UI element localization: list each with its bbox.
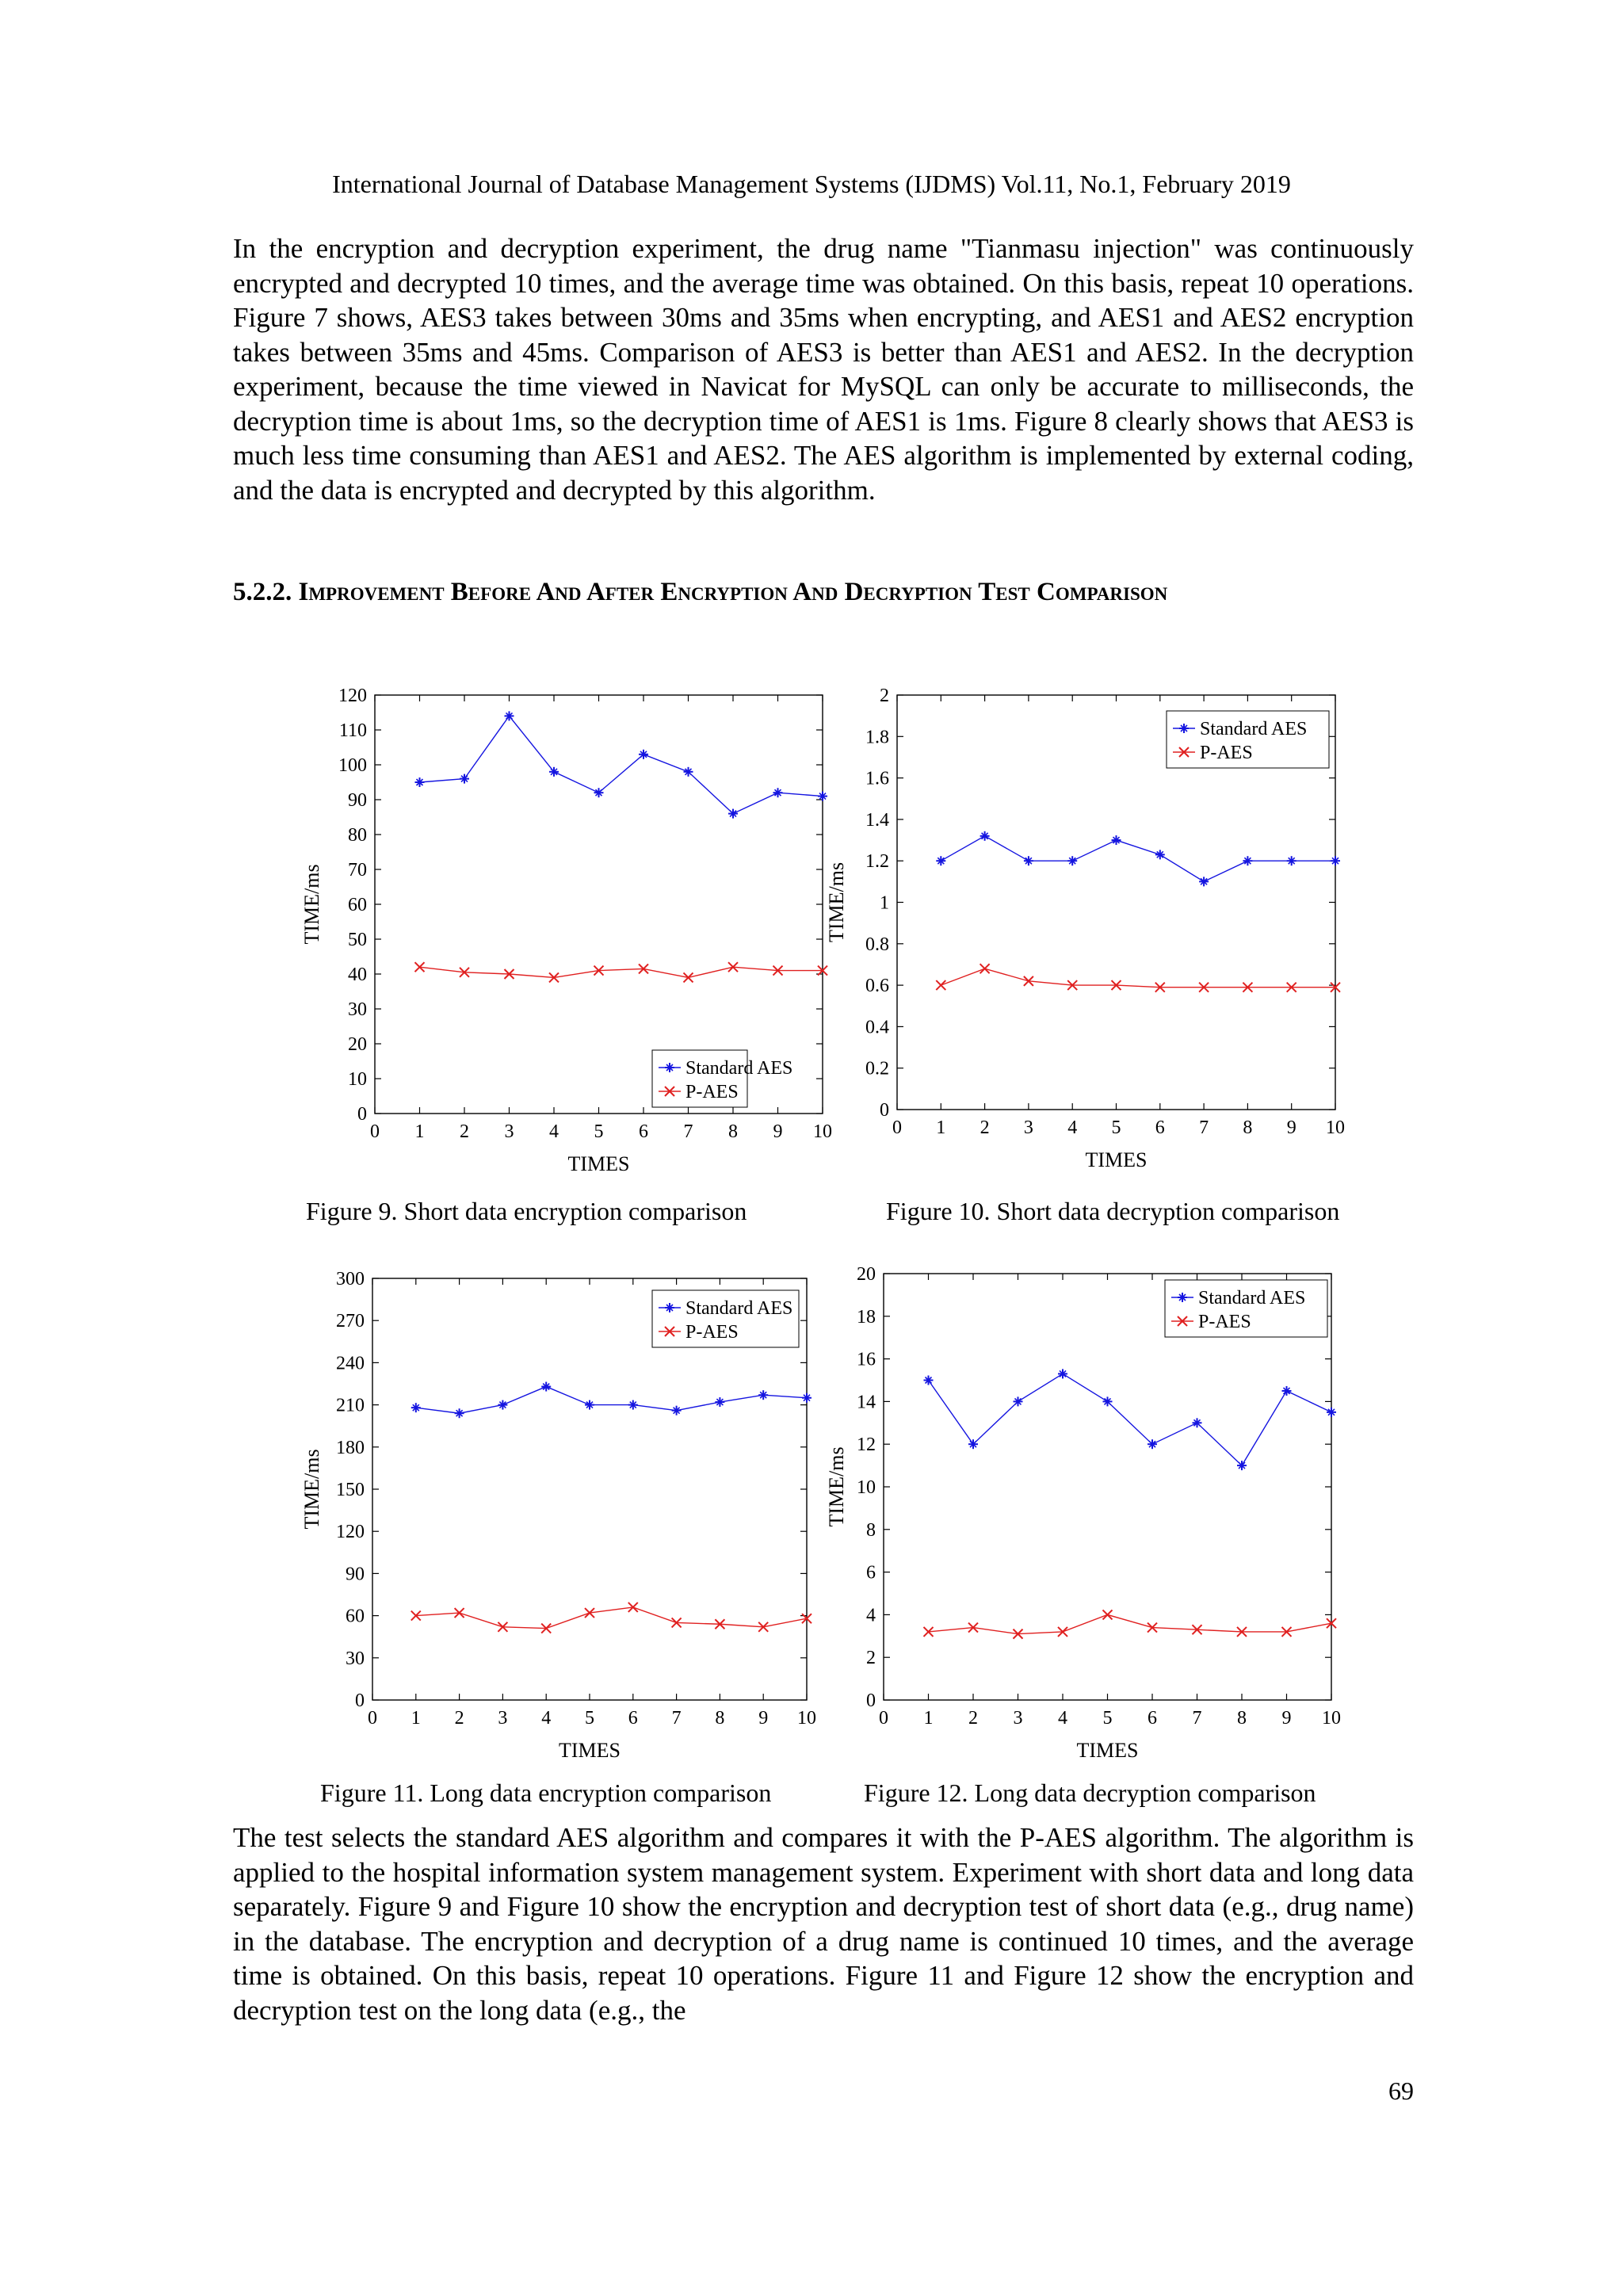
chart-svg-3 (824, 1256, 1379, 1763)
data-point (628, 1400, 638, 1410)
y-tick-label: 1.2 (865, 851, 889, 873)
series-line-0 (416, 1387, 807, 1414)
y-tick-label: 6 (866, 1562, 876, 1584)
x-tick-label: 0 (892, 1117, 902, 1138)
body-paragraph-2: The test selects the standard AES algorithm and compares it with the P-AES algorithm. The algorithm is applied to the hospital information system management system. Experiment with short data and long data separately. Figure 9 and Figure 10 show the encryption and decryption test of short data (e.g., drug name) in the database. The encryption and decryption of a drug name is continued 10 times, and the average time is obtained. On this basis, repeat 10 operations. Figure 11 and Figure 12 show the encryption and decryption test on the long data (e.g., the (233, 1822, 1414, 2026)
x-tick-label: 4 (541, 1708, 552, 1729)
y-axis-label: TIME/ms (825, 1446, 848, 1527)
data-point (936, 856, 945, 865)
x-tick-label: 2 (454, 1708, 464, 1729)
data-point (1282, 1386, 1292, 1396)
series-line-1 (929, 1614, 1332, 1633)
data-point (936, 980, 945, 990)
data-point (541, 1382, 551, 1392)
data-point (498, 1400, 507, 1410)
plot-frame (375, 695, 823, 1114)
data-point (773, 788, 783, 797)
legend-label: P-AES (1200, 743, 1253, 763)
x-tick-label: 7 (1192, 1708, 1202, 1729)
legend-label: P-AES (685, 1322, 739, 1343)
legend-label: Standard AES (685, 1298, 793, 1319)
y-tick-label: 1.4 (865, 809, 889, 831)
y-tick-label: 1 (880, 892, 889, 914)
legend (1165, 1280, 1327, 1337)
x-tick-label: 3 (1013, 1708, 1023, 1729)
legend (1167, 711, 1329, 768)
x-axis-label: TIMES (1076, 1739, 1139, 1762)
x-axis-label: TIMES (1085, 1148, 1148, 1171)
x-tick-label: 2 (980, 1117, 990, 1138)
data-point (1331, 856, 1340, 865)
x-tick-label: 5 (594, 1121, 604, 1142)
body-paragraph-1: In the encryption and decryption experiment, the drug name "Tianmasu injection" was continuously encrypted and decrypted 10 times, and the average time was obtained. On this basis, repeat 10 operations. Figure 7 shows, AES3 takes between 30ms and 35ms when encrypting, and AES1 and AES2 encryption takes between 35ms and 45ms. Comparison of AES3 is better than AES1 and AES2. In the decryption experiment, because the time viewed in Navicat for MySQL can only be accurate to milliseconds, the decryption time is about 1ms, so the decryption time of AES1 is 1ms. Figure 8 clearly shows that AES3 is much less time consuming than AES1 and AES2. The AES algorithm is implemented by external coding, and the data is encrypted and decrypted by this algorithm. (233, 233, 1414, 506)
data-point (455, 1408, 464, 1418)
y-tick-label: 70 (348, 860, 367, 881)
legend-label: Standard AES (1200, 719, 1308, 739)
data-point (684, 972, 693, 982)
x-tick-label: 9 (758, 1708, 769, 1729)
legend-label: P-AES (685, 1082, 739, 1102)
y-tick-label: 90 (348, 790, 367, 811)
data-point (585, 1400, 594, 1410)
data-point (415, 777, 425, 787)
y-tick-label: 210 (336, 1395, 365, 1416)
y-tick-label: 0.2 (865, 1058, 889, 1079)
y-tick-label: 270 (336, 1311, 365, 1332)
data-point (1243, 856, 1252, 865)
x-tick-label: 8 (728, 1121, 738, 1142)
y-tick-label: 14 (857, 1392, 876, 1413)
y-tick-label: 90 (346, 1564, 365, 1585)
figure-9-chart (300, 678, 878, 1185)
y-tick-label: 100 (338, 755, 367, 776)
chart-svg-0 (300, 678, 878, 1185)
data-point (802, 1393, 812, 1403)
x-tick-label: 1 (923, 1708, 934, 1729)
x-tick-label: 5 (1102, 1708, 1113, 1729)
y-tick-label: 300 (336, 1269, 365, 1289)
x-tick-label: 6 (628, 1708, 638, 1729)
x-tick-label: 10 (1322, 1708, 1341, 1729)
x-tick-label: 4 (549, 1121, 559, 1142)
figure-10-chart (824, 678, 1379, 1185)
x-tick-label: 10 (813, 1121, 832, 1142)
x-tick-label: 0 (879, 1708, 888, 1729)
y-tick-label: 0 (355, 1690, 365, 1711)
y-tick-label: 12 (857, 1435, 876, 1456)
series-line-0 (941, 836, 1335, 882)
data-point (980, 831, 990, 841)
y-tick-label: 20 (857, 1264, 876, 1285)
data-point (758, 1390, 768, 1400)
y-tick-label: 50 (348, 930, 367, 950)
x-tick-label: 3 (1023, 1117, 1033, 1138)
data-point (1058, 1369, 1067, 1378)
x-tick-label: 8 (715, 1708, 725, 1729)
section-heading: 5.2.2. Improvement Before And After Encryption And Decryption Test Comparison (233, 578, 1168, 606)
x-tick-label: 9 (1286, 1117, 1296, 1138)
y-tick-label: 10 (348, 1069, 367, 1090)
x-tick-label: 6 (1155, 1117, 1165, 1138)
data-point (1112, 835, 1121, 845)
x-tick-label: 3 (504, 1121, 514, 1142)
x-tick-label: 6 (639, 1121, 648, 1142)
data-point (1155, 850, 1165, 859)
y-tick-label: 240 (336, 1353, 365, 1374)
x-tick-label: 8 (1237, 1708, 1247, 1729)
x-tick-label: 10 (797, 1708, 816, 1729)
figure-9-caption: Figure 9. Short data encryption comparison (306, 1197, 747, 1225)
x-tick-label: 9 (1281, 1708, 1292, 1729)
x-tick-label: 0 (368, 1708, 377, 1729)
y-tick-label: 120 (336, 1522, 365, 1543)
y-tick-label: 8 (866, 1519, 876, 1541)
data-point (1199, 877, 1209, 886)
data-point (411, 1403, 421, 1412)
data-point (715, 1397, 724, 1407)
y-tick-label: 4 (866, 1605, 876, 1626)
y-tick-label: 10 (857, 1477, 876, 1498)
x-tick-label: 8 (1243, 1117, 1253, 1138)
plot-frame (884, 1274, 1331, 1700)
y-axis-label: TIME/ms (300, 1449, 323, 1530)
y-tick-label: 2 (866, 1648, 876, 1669)
y-axis-label: TIME/ms (300, 864, 323, 945)
x-tick-label: 7 (1199, 1117, 1209, 1138)
figure-12-caption: Figure 12. Long data decryption comparison (864, 1778, 1316, 1807)
x-tick-label: 4 (1067, 1117, 1078, 1138)
figure-10-caption: Figure 10. Short data decryption comparison (886, 1197, 1340, 1225)
series-line-0 (929, 1373, 1332, 1465)
legend-label: P-AES (1198, 1312, 1251, 1332)
series-line-1 (416, 1607, 807, 1629)
y-tick-label: 20 (348, 1034, 367, 1055)
y-tick-label: 30 (346, 1648, 365, 1669)
legend-label: Standard AES (1198, 1288, 1306, 1308)
y-tick-label: 180 (336, 1437, 365, 1458)
data-point (1287, 856, 1296, 865)
y-tick-label: 0.4 (865, 1017, 889, 1038)
x-tick-label: 6 (1148, 1708, 1157, 1729)
x-tick-label: 1 (936, 1117, 946, 1138)
series-line-1 (420, 967, 823, 977)
data-point (1067, 856, 1077, 865)
page-number: 69 (1388, 2076, 1414, 2105)
y-tick-label: 0.6 (865, 976, 889, 997)
data-point (980, 964, 990, 973)
legend (652, 1290, 799, 1347)
figure-11-chart (300, 1264, 878, 1771)
x-tick-label: 2 (460, 1121, 469, 1142)
x-tick-label: 1 (411, 1708, 421, 1729)
figure-11-caption: Figure 11. Long data encryption comparison (320, 1778, 772, 1807)
y-tick-label: 30 (348, 999, 367, 1020)
data-point (924, 1376, 934, 1385)
y-tick-label: 16 (857, 1349, 876, 1370)
y-tick-label: 110 (338, 720, 367, 741)
data-point (1327, 1408, 1336, 1417)
x-tick-label: 1 (414, 1121, 425, 1142)
chart-svg-2 (300, 1264, 878, 1771)
legend-label: Standard AES (685, 1058, 793, 1079)
y-tick-label: 18 (857, 1306, 876, 1328)
y-axis-label: TIME/ms (825, 861, 848, 943)
data-point (460, 774, 469, 784)
x-tick-label: 2 (968, 1708, 978, 1729)
legend (652, 1050, 792, 1107)
y-tick-label: 60 (348, 895, 367, 915)
x-tick-label: 10 (1326, 1117, 1345, 1138)
journal-header: International Journal of Database Management Systems (IJDMS) Vol.11, No.1, February 2019 (332, 170, 1291, 198)
y-tick-label: 0 (880, 1100, 889, 1121)
x-tick-label: 0 (370, 1121, 380, 1142)
figure-12-chart (824, 1256, 1379, 1763)
series-line-1 (941, 968, 1335, 988)
data-point (1103, 1610, 1113, 1619)
y-tick-label: 80 (348, 825, 367, 846)
x-tick-label: 5 (1111, 1117, 1121, 1138)
x-axis-label: TIMES (567, 1152, 630, 1175)
x-axis-label: TIMES (559, 1739, 621, 1762)
x-tick-label: 9 (773, 1121, 783, 1142)
y-tick-label: 40 (348, 965, 367, 985)
series-line-0 (420, 716, 823, 813)
y-tick-label: 60 (346, 1606, 365, 1627)
y-tick-label: 120 (338, 686, 367, 706)
x-tick-label: 5 (585, 1708, 594, 1729)
y-tick-label: 0.8 (865, 934, 889, 955)
x-tick-label: 4 (1058, 1708, 1067, 1729)
data-point (672, 1406, 682, 1415)
y-tick-label: 0 (866, 1690, 876, 1711)
y-tick-label: 150 (336, 1480, 365, 1500)
y-tick-label: 1.8 (865, 727, 889, 748)
y-tick-label: 0 (357, 1104, 367, 1125)
y-tick-label: 1.6 (865, 768, 889, 789)
x-tick-label: 7 (683, 1121, 693, 1142)
chart-svg-1 (824, 678, 1379, 1185)
x-tick-label: 7 (671, 1708, 682, 1729)
x-tick-label: 3 (498, 1708, 508, 1729)
y-tick-label: 2 (880, 686, 889, 706)
data-point (1024, 856, 1033, 865)
